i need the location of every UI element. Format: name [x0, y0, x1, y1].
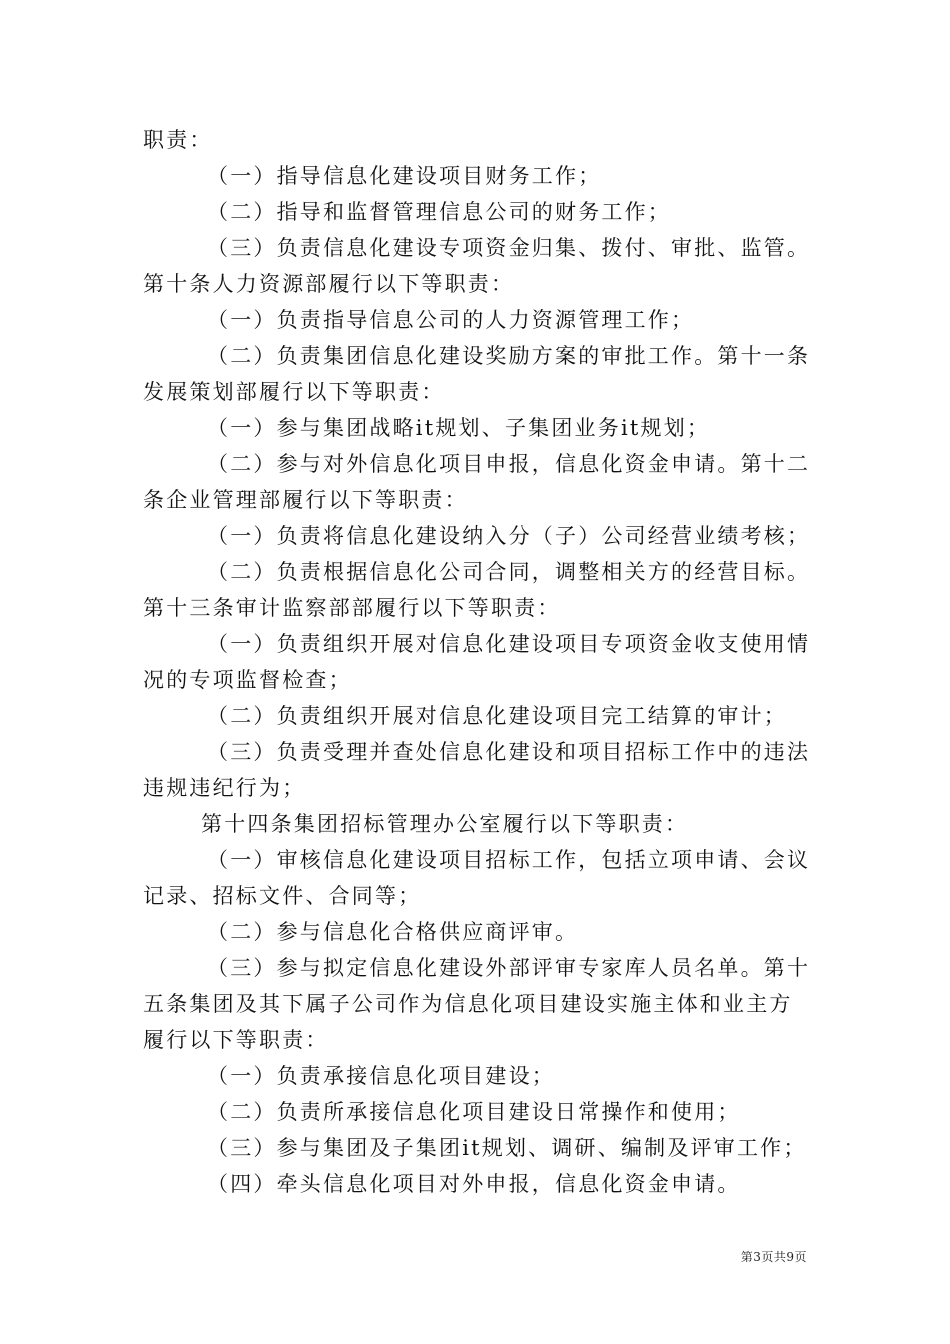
paragraph: （二）负责组织开展对信息化建设项目完工结算的审计；: [207, 704, 787, 728]
paragraph: （三）负责信息化建设专项资金归集、拨付、审批、监管。第十条人力资源部履行以下等职责：: [143, 236, 811, 296]
paragraph: （二）参与信息化合格供应商评审。: [207, 920, 579, 944]
paragraph: （一）负责承接信息化项目建设；: [207, 1064, 555, 1088]
paragraph: （四）牵头信息化项目对外申报，信息化资金申请。: [207, 1172, 741, 1196]
paragraph: （二）参与对外信息化项目申报，信息化资金申请。第十二条企业管理部履行以下等职责：: [143, 452, 811, 512]
paragraph: （一）负责将信息化建设纳入分（子）公司经营业绩考核；: [207, 524, 811, 548]
paragraph: （二）负责集团信息化建设奖励方案的审批工作。第十一条发展策划部履行以下等职责：: [143, 344, 811, 404]
page-number-footer: 第3页共9页: [740, 1250, 807, 1264]
paragraph: （三）负责受理并查处信息化建设和项目招标工作中的违法违规违纪行为；: [143, 740, 811, 800]
paragraph: （一）负责组织开展对信息化建设项目专项资金收支使用情况的专项监督检查；: [143, 632, 811, 692]
paragraph: （二）指导和监督管理信息公司的财务工作；: [207, 200, 671, 224]
paragraph: （三）参与拟定信息化建设外部评审专家库人员名单。第十五条集团及其下属子公司作为信息化项目建设实施主体和业主方履行以下等职责：: [143, 956, 811, 1052]
document-body: [143, 122, 813, 1202]
paragraph: （二）负责根据信息化公司合同，调整相关方的经营目标。第十三条审计监察部部履行以下等职责：: [143, 560, 811, 620]
paragraph: （一）指导信息化建设项目财务工作；: [207, 164, 602, 188]
paragraph: （一）参与集团战略it规划、子集团业务it规划；: [207, 416, 711, 440]
section-heading: 第十四条集团招标管理办公室履行以下等职责：: [201, 812, 689, 836]
paragraph: （二）负责所承接信息化项目建设日常操作和使用；: [207, 1100, 741, 1124]
paragraph: （一）负责指导信息公司的人力资源管理工作；: [207, 308, 695, 332]
paragraph: （三）参与集团及子集团it规划、调研、编制及评审工作；: [207, 1136, 807, 1160]
paragraph: 职责：: [143, 128, 213, 152]
paragraph: （一）审核信息化建设项目招标工作，包括立项申请、会议记录、招标文件、合同等；: [143, 848, 811, 908]
